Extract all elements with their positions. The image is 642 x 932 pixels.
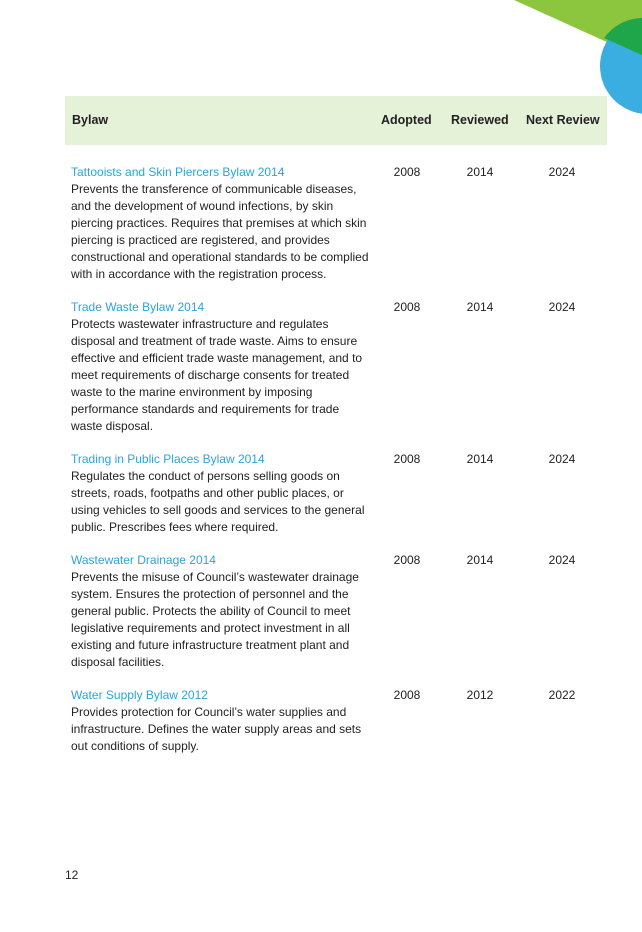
next-review-year: 2022 [548,688,576,702]
next-review-year: 2024 [548,553,576,567]
bylaw-list [71,164,607,771]
bylaw-title: Trade Waste Bylaw 2014 [71,300,205,314]
bylaw-title: Water Supply Bylaw 2012 [71,688,208,702]
table-row [71,164,607,283]
adopted-year: 2008 [393,300,421,314]
page-number: 12 [65,868,79,882]
header-bylaw: Bylaw [72,113,109,127]
bylaw-title: Wastewater Drainage 2014 [71,553,216,567]
adopted-year: 2008 [393,165,421,179]
table-row [71,299,607,435]
next-review-year: 2024 [548,452,576,466]
next-review-year: 2024 [548,300,576,314]
header-next-review: Next Review [526,113,600,127]
green-triangle-shape [514,0,642,58]
next-review-year: 2024 [548,165,576,179]
adopted-year: 2008 [393,452,421,466]
bylaw-description: Prevents the misuse of Council’s wastewater drainage system. Ensures the protection of personnel and the general public. Protects the ability of Council to meet legislative requirements and protect investment in all existing and future infrastructure treatment plant and disposal facilities. [71,570,359,669]
table-row [71,451,607,536]
dark-green-overlap-shape [604,18,642,55]
bylaw-description: Prevents the transference of communicable diseases, and the development of wound infections, by skin piercing practices. Requires that premises at which skin piercing is practiced are registered, and provides constructional and operational standards to be complied with in accordance with the registration process. [71,182,369,281]
reviewed-year: 2014 [466,165,494,179]
adopted-year: 2008 [393,553,421,567]
table-header [65,96,607,145]
bylaw-title: Trading in Public Places Bylaw 2014 [71,452,265,466]
reviewed-year: 2014 [466,300,494,314]
header-reviewed: Reviewed [451,113,509,127]
bylaw-title: Tattooists and Skin Piercers Bylaw 2014 [71,165,285,179]
table-row [71,687,607,755]
adopted-year: 2008 [393,688,421,702]
reviewed-year: 2014 [466,452,494,466]
bylaw-description: Regulates the conduct of persons selling goods on streets, roads, footpaths and other public places, or using vehicles to sell goods and services to the general public. Prescribes fees where required. [71,469,365,534]
bylaw-description: Protects wastewater infrastructure and regulates disposal and treatment of trade waste. Aims to ensure effective and efficient trade waste management, and to meet requirements of discharge consents for treated waste to the marine environment by imposing performance standards and requirements for trade waste disposal. [71,317,363,433]
table-row [71,552,607,671]
reviewed-year: 2014 [466,553,494,567]
reviewed-year: 2012 [466,688,494,702]
header-adopted: Adopted [381,113,432,127]
bylaw-description: Provides protection for Council’s water supplies and infrastructure. Defines the water supply areas and sets out conditions of supply. [71,705,362,753]
